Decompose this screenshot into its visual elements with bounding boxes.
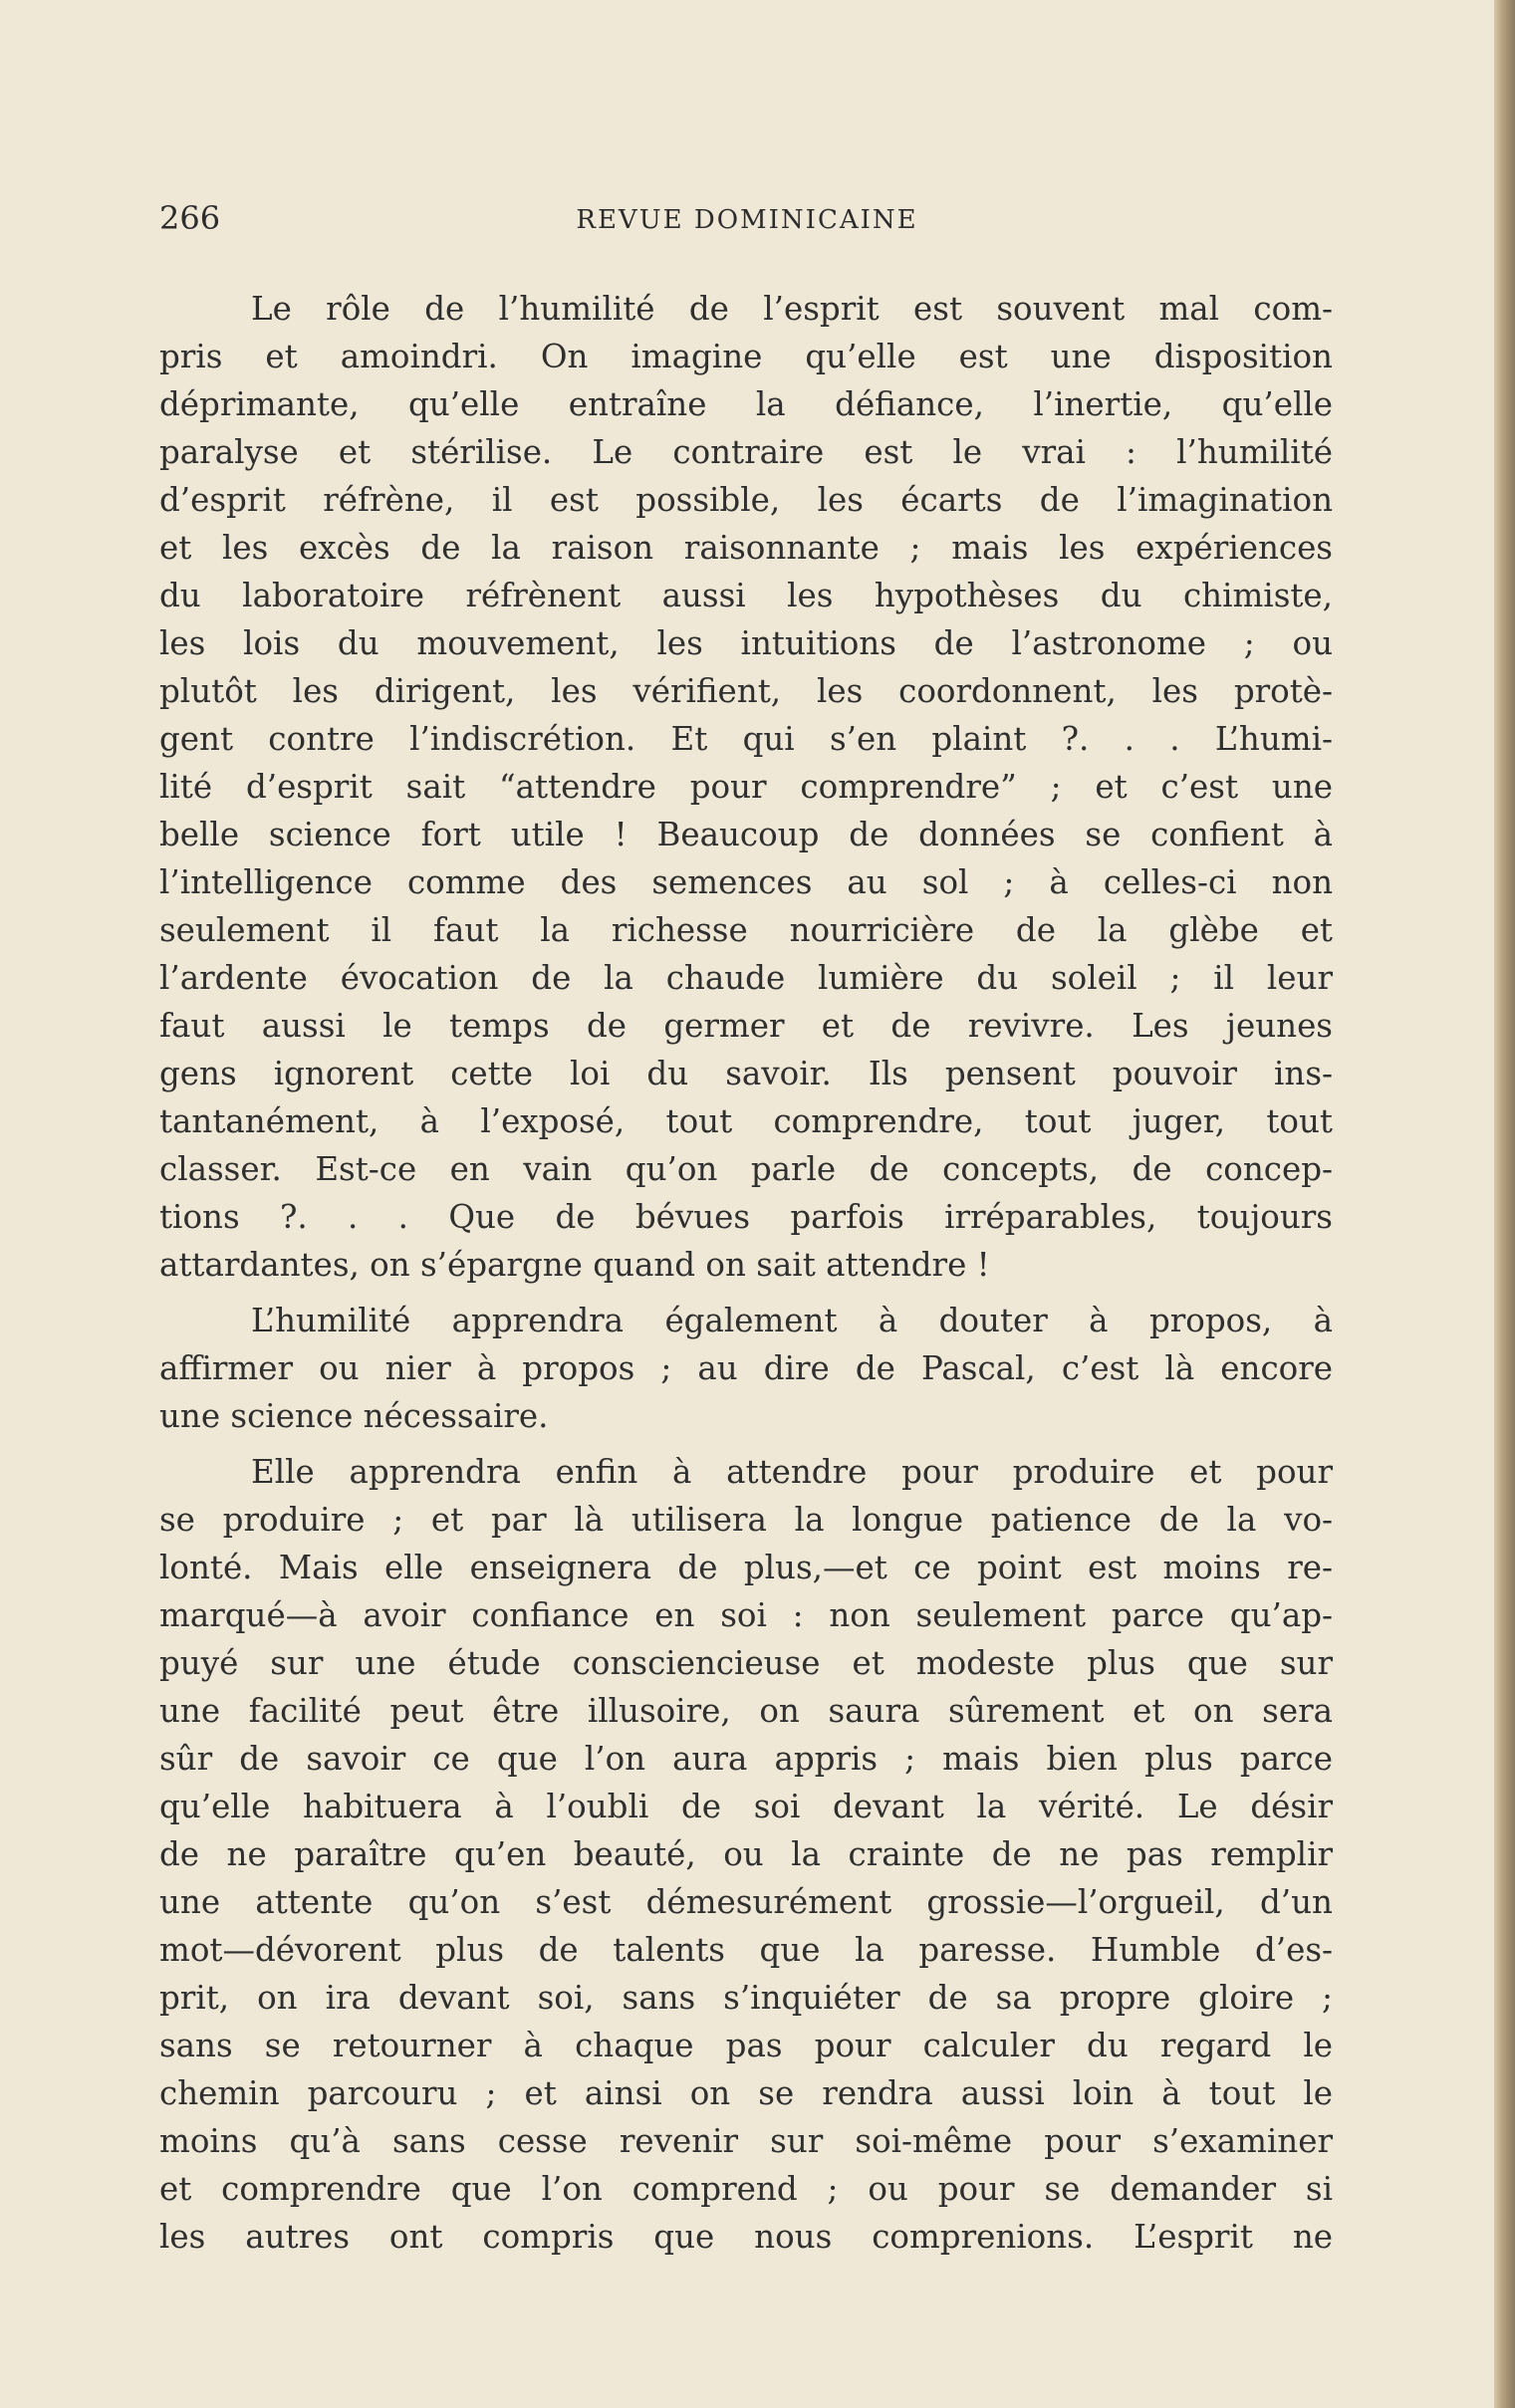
paragraph: [159, 1448, 1333, 2261]
text-line: L’humilité apprendra également à douter à propos, à: [251, 1302, 1333, 1339]
text-line: tantanément, à l’exposé, tout comprendre, tout juger, tout: [159, 1102, 1333, 1140]
text-line: tions ?. . . Que de bévues parfois irréparables, toujours: [159, 1198, 1333, 1236]
text-line: gens ignorent cette loi du savoir. Ils pensent pouvoir ins-: [159, 1055, 1333, 1092]
text-line: une attente qu’on s’est démesurément grossie—l’orgueil, d’un: [159, 1883, 1333, 1921]
text-line: faut aussi le temps de germer et de revivre. Les jeunes: [159, 1007, 1333, 1045]
text-line: seulement il faut la richesse nourricière de la glèbe et: [159, 911, 1333, 949]
text-line: sans se retourner à chaque pas pour calculer du regard le: [159, 2027, 1333, 2064]
text-line: l’intelligence comme des semences au sol ; à celles-ci non: [159, 863, 1333, 901]
text-line: et les excès de la raison raisonnante ; mais les expériences: [159, 529, 1333, 567]
page-edge: [1494, 0, 1515, 2408]
text-line: attardantes, on s’épargne quand on sait attendre !: [159, 1246, 990, 1284]
page-header: [159, 199, 1335, 249]
text-line: les autres ont compris que nous comprenions. L’esprit ne: [159, 2218, 1333, 2256]
text-line: Le rôle de l’humilité de l’esprit est souvent mal com-: [251, 290, 1333, 328]
text-line: chemin parcouru ; et ainsi on se rendra aussi loin à tout le: [159, 2074, 1333, 2112]
text-line: pris et amoindri. On imagine qu’elle est une disposition: [159, 338, 1333, 375]
text-line: sûr de savoir ce que l’on aura appris ; mais bien plus parce: [159, 1740, 1333, 1778]
paragraph: [159, 285, 1333, 1289]
text-line: paralyse et stérilise. Le contraire est le vrai : l’humilité: [159, 433, 1333, 471]
paragraph: [159, 1297, 1333, 1440]
text-line: une science nécessaire.: [159, 1397, 549, 1435]
text-line: affirmer ou nier à propos ; au dire de Pascal, c’est là encore: [159, 1349, 1333, 1387]
text-line: une facilité peut être illusoire, on saura sûrement et on sera: [159, 1692, 1333, 1730]
running-title: REVUE DOMINICAINE: [576, 205, 918, 235]
text-line: lonté. Mais elle enseignera de plus,—et ce point est moins re-: [159, 1549, 1333, 1586]
text-line: déprimante, qu’elle entraîne la défiance, l’inertie, qu’elle: [159, 385, 1333, 423]
text-line: et comprendre que l’on comprend ; ou pour se demander si: [159, 2170, 1333, 2208]
text-line: de ne paraître qu’en beauté, ou la crainte de ne pas remplir: [159, 1835, 1333, 1873]
text-line: qu’elle habituera à l’oubli de soi devant la vérité. Le désir: [159, 1788, 1333, 1825]
text-line: les lois du mouvement, les intuitions de l’astronome ; ou: [159, 624, 1333, 662]
text-line: Elle apprendra enfin à attendre pour produire et pour: [251, 1453, 1333, 1491]
text-line: du laboratoire réfrènent aussi les hypothèses du chimiste,: [159, 577, 1333, 614]
text-line: classer. Est-ce en vain qu’on parle de concepts, de concep-: [159, 1150, 1333, 1188]
text-line: marqué—à avoir confiance en soi : non seulement parce qu’ap-: [159, 1596, 1333, 1634]
text-line: l’ardente évocation de la chaude lumière du soleil ; il leur: [159, 959, 1333, 997]
text-line: d’esprit réfrène, il est possible, les écarts de l’imagination: [159, 481, 1333, 519]
text-line: belle science fort utile ! Beaucoup de données se confient à: [159, 816, 1333, 853]
text-line: moins qu’à sans cesse revenir sur soi-même pour s’examiner: [159, 2122, 1333, 2160]
text-line: mot—dévorent plus de talents que la paresse. Humble d’es-: [159, 1931, 1333, 1969]
text-line: puyé sur une étude consciencieuse et modeste plus que sur: [159, 1644, 1333, 1682]
text-line: lité d’esprit sait “attendre pour comprendre” ; et c’est une: [159, 768, 1333, 806]
text-line: plutôt les dirigent, les vérifient, les coordonnent, les protè-: [159, 672, 1333, 710]
text-line: se produire ; et par là utilisera la longue patience de la vo-: [159, 1501, 1333, 1539]
text-line: prit, on ira devant soi, sans s’inquiéter de sa propre gloire ;: [159, 1979, 1333, 2017]
page-body: [159, 285, 1333, 2261]
page-number: 266: [159, 199, 221, 237]
text-line: gent contre l’indiscrétion. Et qui s’en plaint ?. . . L’humi-: [159, 720, 1333, 758]
